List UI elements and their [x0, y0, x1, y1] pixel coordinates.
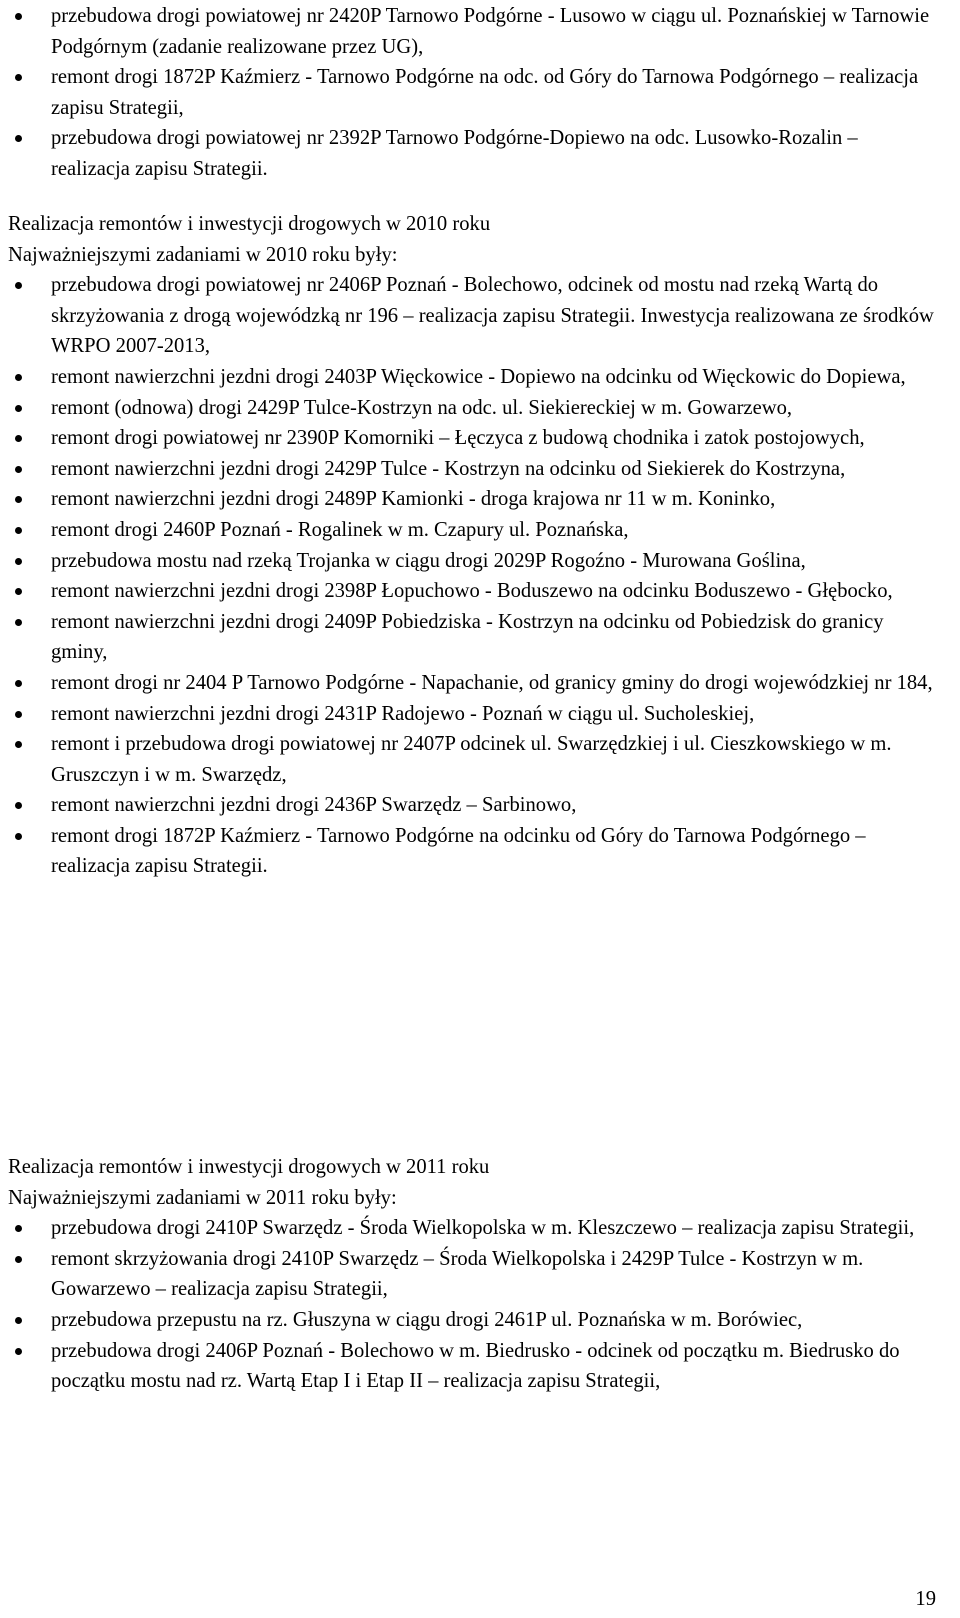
list-item — [0, 699, 940, 730]
list-item — [0, 1336, 940, 1397]
bullet-icon — [15, 282, 22, 289]
list-item — [0, 1213, 940, 1244]
bullet-icon — [15, 741, 22, 748]
list-item — [0, 668, 940, 699]
list-item — [0, 546, 940, 577]
list-item — [0, 393, 940, 424]
bullet-icon — [15, 405, 22, 412]
intro-section — [0, 1, 940, 185]
list-item — [0, 607, 940, 668]
bullet-icon — [15, 1225, 22, 1232]
list-item — [0, 362, 940, 393]
list-item-text: remont drogi 1872P Kaźmierz - Tarnowo Podgórne na odcinku od Góry do Tarnowa Podgórnego – realizacja zapisu Strategii. — [51, 824, 866, 878]
list-item — [0, 62, 940, 123]
bullet-icon — [15, 619, 22, 626]
list-item — [0, 123, 940, 184]
list-item-text: przebudowa drogi 2410P Swarzędz - Środa Wielkopolska w m. Kleszczewo – realizacja zapisu Strategii, — [51, 1217, 915, 1240]
list-item-text: remont nawierzchni jezdni drogi 2489P Kamionki - droga krajowa nr 11 w m. Koninko, — [51, 488, 776, 511]
list-item — [0, 1305, 940, 1336]
tasks-2011-list — [0, 1213, 940, 1397]
bullet-icon — [15, 711, 22, 718]
list-item — [0, 484, 940, 515]
list-item — [0, 454, 940, 485]
list-item — [0, 515, 940, 546]
section-subtitle: Najważniejszymi zadaniami w 2010 roku były: — [8, 243, 398, 266]
list-item-text: remont drogi 1872P Kaźmierz - Tarnowo Podgórne na odc. od Góry do Tarnowa Podgórnego – realizacja zapisu Strategii, — [51, 66, 919, 119]
list-item-text: przebudowa mostu nad rzeką Trojanka w ciągu drogi 2029P Rogoźno - Murowana Goślina, — [51, 549, 806, 572]
bullet-icon — [15, 833, 22, 840]
bullet-icon — [15, 802, 22, 809]
list-item-text: przebudowa drogi powiatowej nr 2392P Tarnowo Podgórne-Dopiewo na odc. Lusowko-Rozalin – realizacja zapisu Strategii. — [51, 127, 858, 180]
list-item-text: remont nawierzchni jezdni drogi 2431P Radojewo - Poznań w ciągu ul. Sucholeskiej, — [51, 702, 755, 725]
bullet-icon — [15, 1256, 22, 1263]
list-item — [0, 790, 940, 821]
section-title: Realizacja remontów i inwestycji drogowych w 2010 roku — [8, 213, 491, 235]
list-item-text: przebudowa drogi 2406P Poznań - Bolechowo w m. Biedrusko - odcinek od początku m. Biedrusko do początku mostu nad rz. Wartą Etap I i Etap II – realizacja zapisu Strategii, — [51, 1339, 900, 1393]
section-title: Realizacja remontów i inwestycji drogowych w 2011 roku — [8, 1156, 490, 1178]
list-item-text: remont nawierzchni jezdni drogi 2429P Tulce - Kostrzyn na odcinku od Siekierek do Kostrzyna, — [51, 457, 846, 480]
bullet-icon — [15, 435, 22, 442]
bullet-icon — [15, 1317, 22, 1324]
tasks-2010-list — [0, 270, 940, 882]
section-2011 — [0, 1152, 940, 1397]
list-item-text: przebudowa drogi powiatowej nr 2406P Poznań - Bolechowo, odcinek od mostu nad rzeką Wartą do skrzyżowania z drogą wojewódzką nr 196 – realizacja zapisu Strategii. Inwestycja realizowana ze środków WRPO 2007-2013, — [51, 274, 934, 358]
list-item — [0, 576, 940, 607]
bullet-icon — [15, 13, 22, 20]
bullet-icon — [15, 680, 22, 687]
bullet-icon — [15, 527, 22, 534]
list-item — [0, 1244, 940, 1305]
bullet-icon — [15, 74, 22, 81]
list-item-text: remont drogi powiatowej nr 2390P Komorniki – Łęczyca z budową chodnika i zatok postojowych, — [51, 427, 865, 450]
list-item — [0, 821, 940, 882]
bullet-icon — [15, 466, 22, 473]
bullet-icon — [15, 135, 22, 142]
list-item-text: remont (odnowa) drogi 2429P Tulce-Kostrzyn na odc. ul. Siekiereckiej w m. Gowarzewo, — [51, 396, 793, 419]
list-item-text: remont skrzyżowania drogi 2410P Swarzędz – Środa Wielkopolska i 2429P Tulce - Kostrzyn w m. Gowarzewo – realizacja zapisu Strategii, — [51, 1247, 864, 1301]
bullet-icon — [15, 1348, 22, 1355]
list-item-text: remont nawierzchni jezdni drogi 2436P Swarzędz – Sarbinowo, — [51, 794, 577, 817]
bullet-icon — [15, 496, 22, 503]
list-item-text: remont nawierzchni jezdni drogi 2403P Więckowice - Dopiewo na odcinku od Więckowic do Dopiewa, — [51, 365, 906, 388]
page-number: 19 — [915, 1588, 936, 1610]
list-item-text: remont nawierzchni jezdni drogi 2398P Łopuchowo - Boduszewo na odcinku Boduszewo - Głębocko, — [51, 580, 893, 603]
list-item — [0, 1, 940, 62]
list-item-text: remont drogi 2460P Poznań - Rogalinek w m. Czapury ul. Poznańska, — [51, 518, 629, 541]
bullet-icon — [15, 558, 22, 565]
list-item — [0, 270, 940, 362]
list-item-text: przebudowa drogi powiatowej nr 2420P Tarnowo Podgórne - Lusowo w ciągu ul. Poznańskiej w Tarnowie Podgórnym (zadanie realizowane przez UG), — [51, 5, 930, 58]
list-item-text: remont nawierzchni jezdni drogi 2409P Pobiedziska - Kostrzyn na odcinku od Pobiedzisk do granicy gminy, — [51, 610, 884, 664]
list-item-text: przebudowa przepustu na rz. Głuszyna w ciągu drogi 2461P ul. Poznańska w m. Borówiec, — [51, 1308, 803, 1331]
list-item-text: remont i przebudowa drogi powiatowej nr 2407P odcinek ul. Swarzędzkiej i ul. Cieszkowskiego w m. Gruszczyn i w m. Swarzędz, — [51, 733, 892, 786]
list-item — [0, 423, 940, 454]
list-item — [0, 729, 940, 790]
list-item-text: remont drogi nr 2404 P Tarnowo Podgórne - Napachanie, od granicy gminy do drogi wojewódzkiej nr 184, — [51, 671, 933, 694]
intro-list — [0, 1, 940, 185]
bullet-icon — [15, 374, 22, 381]
section-2010 — [0, 209, 940, 882]
bullet-icon — [15, 588, 22, 595]
section-subtitle: Najważniejszymi zadaniami w 2011 roku były: — [8, 1186, 397, 1209]
